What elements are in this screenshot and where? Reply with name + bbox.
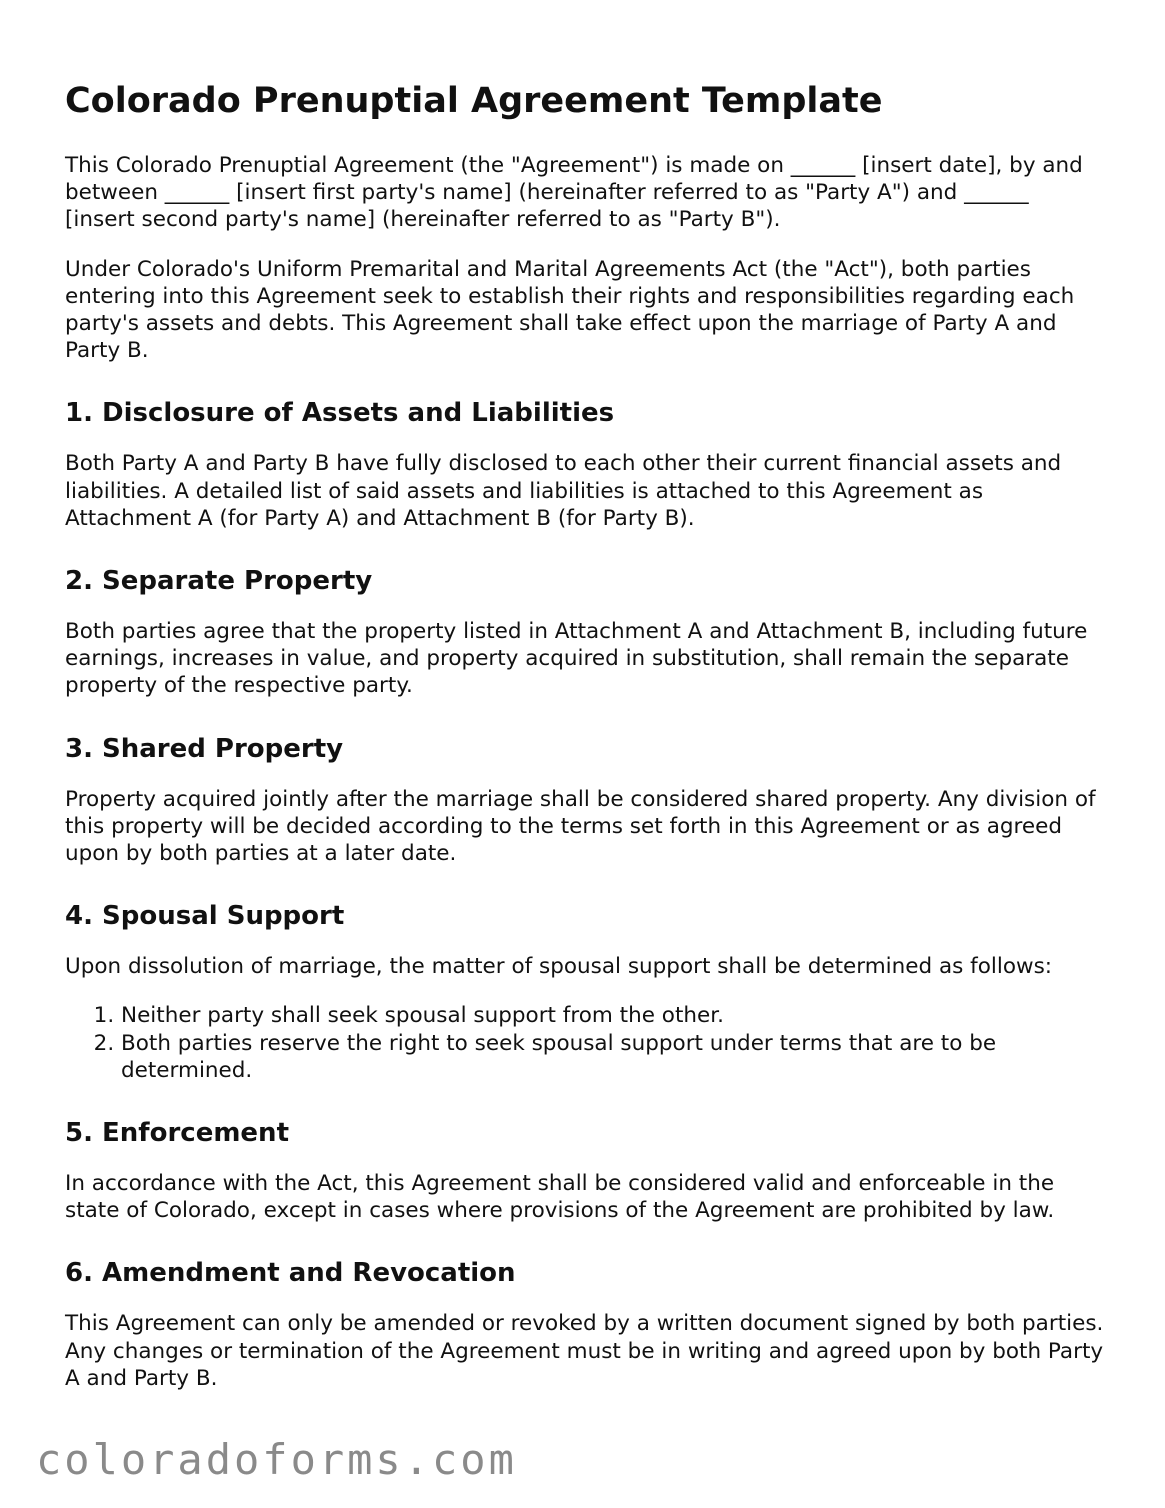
section-heading-separate-property: 2. Separate Property (65, 566, 373, 597)
section-heading-enforcement: 5. Enforcement (65, 1118, 289, 1149)
list-item: 1. Neither party shall seek spousal support from the other. (121, 1002, 1105, 1029)
document-title: Colorado Prenuptial Agreement Template (65, 81, 883, 121)
section-body-spousal-support: Upon dissolution of marriage, the matter of spousal support shall be determined as follows: (65, 954, 1053, 980)
section-heading-amendment: 6. Amendment and Revocation (65, 1258, 516, 1289)
section-heading-shared-property: 3. Shared Property (65, 733, 344, 764)
section-heading-spousal-support: 4. Spousal Support (65, 901, 345, 932)
document-page (65, 78, 1105, 1414)
section-body-shared-property: Property acquired jointly after the marriage shall be considered shared property. Any division of this property will be decided according to the terms set forth in this Agreement or as agreed upon by both parties at a later date. (65, 786, 1096, 867)
section-body-amendment: This Agreement can only be amended or revoked by a written document signed by both parties. Any changes or termination of the Agreement must be in writing and agreed upon by both Party A and Party B. (65, 1311, 1104, 1391)
section-body-enforcement: In accordance with the Act, this Agreement shall be considered valid and enforceable in the state of Colorado, except in cases where provisions of the Agreement are prohibited by law. (65, 1171, 1055, 1224)
section-body-disclosure: Both Party A and Party B have fully disclosed to each other their current financial assets and liabilities. A detailed list of said assets and liabilities is attached to this Agreement as Attachment A (for Party A) and Attachment B (for Party B). (65, 451, 1062, 531)
spousal-support-options-list (65, 1002, 1105, 1084)
section-body-separate-property: Both parties agree that the property listed in Attachment A and Attachment B, including future earnings, increases in value, and property acquired in substitution, shall remain the separate property of the respective party. (65, 619, 1088, 699)
site-watermark: coloradoforms.com (36, 1435, 517, 1484)
intro-paragraph: This Colorado Prenuptial Agreement (the "Agreement") is made on ______ [insert date], by and between ______ [insert first party's name] (hereinafter referred to as "Party A") and ______ [insert second party's name] (hereinafter referred to as "Party B"). (65, 153, 1083, 233)
intro-paragraph: Under Colorado's Uniform Premarital and Marital Agreements Act (the "Act"), both parties entering into this Agreement seek to establish their rights and responsibilities regarding each party's assets and debts. This Agreement shall take effect upon the marriage of Party A and Party B. (65, 256, 1075, 364)
list-item: 2. Both parties reserve the right to seek spousal support under terms that are to be determined. (121, 1030, 1105, 1084)
section-heading-disclosure: 1. Disclosure of Assets and Liabilities (65, 398, 615, 429)
